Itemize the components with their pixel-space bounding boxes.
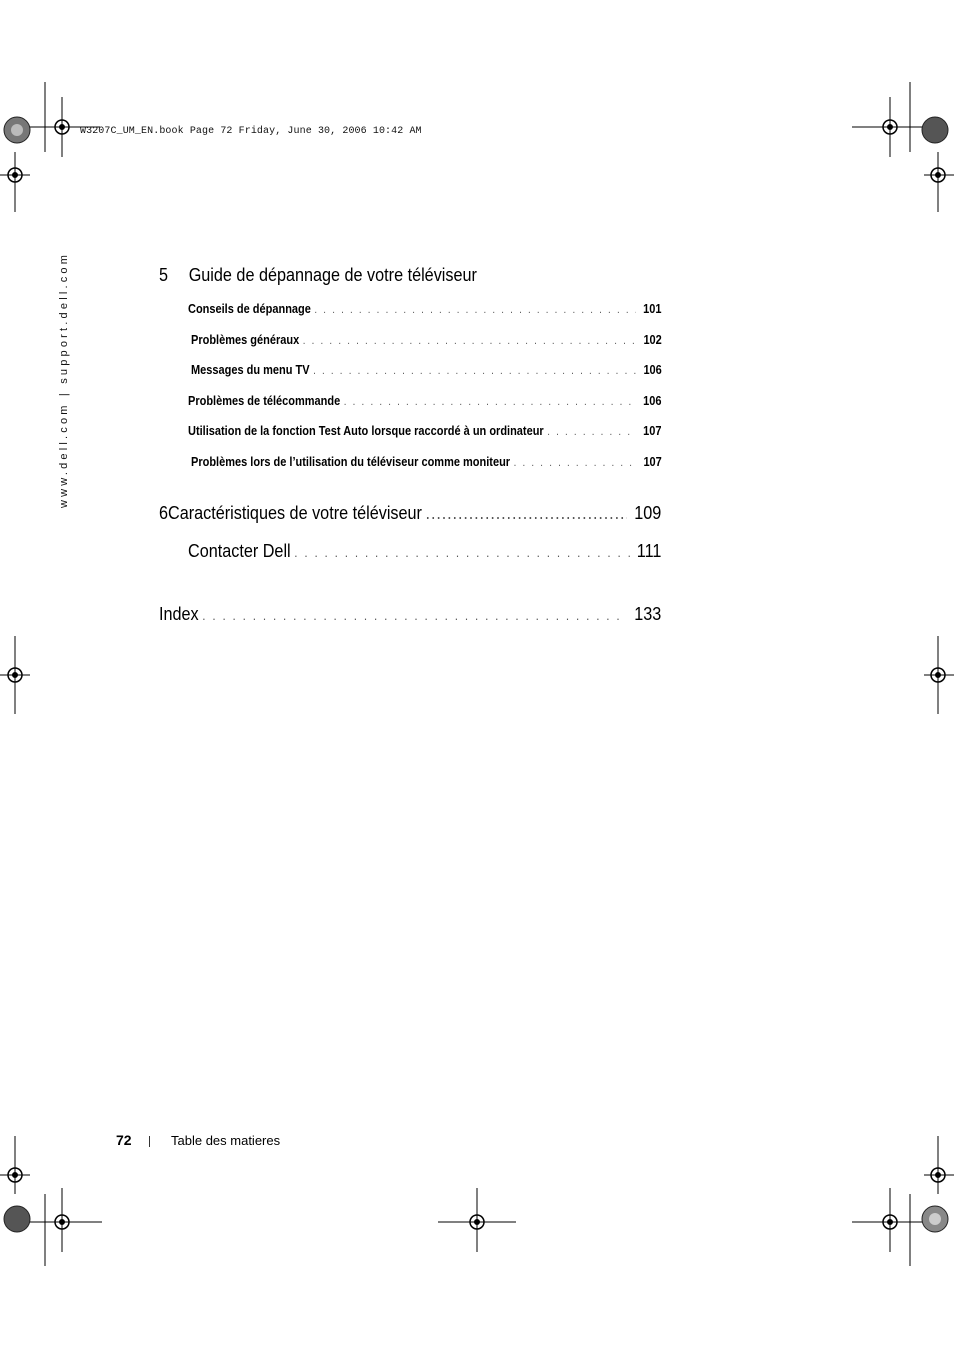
toc-entry-label: Contacter Dell: [188, 541, 291, 561]
toc-entry[interactable]: [188, 424, 661, 438]
print-slug: W3207C_UM_EN.book Page 72 Friday, June 30, 2006 10:42 AM: [80, 126, 422, 137]
toc-entry-label: Utilisation de la fonction Test Auto lorsque raccordé à un ordinateur: [188, 424, 544, 438]
chapter-title: Guide de dépannage de votre téléviseur: [188, 265, 477, 285]
dot-leader: [344, 396, 636, 408]
dot-leader: [303, 335, 637, 347]
chapter-number: 5: [159, 265, 169, 285]
color-dial-icon: [4, 1206, 30, 1232]
dot-leader: [202, 608, 627, 623]
dot-leader: [514, 457, 637, 469]
dot-leader: [314, 304, 636, 316]
toc-entry-label: Conseils de dépannage: [188, 302, 311, 316]
chapter-5-heading: [159, 265, 663, 286]
toc-entry[interactable]: [191, 455, 662, 469]
toc-entry-page: 107: [643, 455, 662, 469]
toc-entry-label: Messages du menu TV: [191, 363, 310, 377]
color-dial-icon: [922, 117, 948, 143]
toc-contact[interactable]: [188, 541, 661, 562]
toc-entry-label: Problèmes de télécommande: [188, 394, 341, 408]
footer-section-title: Table des matieres: [171, 1133, 281, 1148]
toc-entry-page: 102: [643, 333, 662, 347]
toc-entry[interactable]: [191, 333, 662, 347]
dot-leader: [294, 545, 629, 560]
toc-entry-label: Problèmes lors de l’utilisation du téléviseur comme moniteur: [191, 455, 511, 469]
toc-entry[interactable]: [188, 302, 661, 316]
chapter-title: Caractéristiques de votre téléviseur: [168, 503, 422, 523]
toc-entry[interactable]: [191, 363, 662, 377]
footer-divider: [149, 1136, 150, 1147]
toc-entry-page: 109: [634, 503, 662, 523]
toc-chapter-6[interactable]: [159, 503, 661, 524]
toc-entry[interactable]: [188, 394, 661, 408]
toc-entry-page: 106: [643, 363, 662, 377]
toc-entry-label: Index: [159, 604, 199, 624]
color-dial-icon: [922, 1206, 948, 1232]
chapter-number: 6: [159, 503, 169, 523]
dot-leader: [547, 426, 636, 438]
dot-leader: [426, 503, 627, 524]
toc-entry-page: 107: [643, 424, 662, 438]
toc-index[interactable]: [159, 604, 661, 625]
side-url: www.dell.com | support.dell.com: [58, 251, 70, 508]
toc-entry-page: 106: [643, 394, 662, 408]
toc-entry-page: 101: [643, 302, 662, 316]
dot-leader: [313, 365, 636, 377]
toc-entry-page: 111: [636, 541, 662, 561]
toc-entry-page: 133: [634, 604, 662, 624]
toc-entry-label: Problèmes généraux: [191, 333, 300, 347]
color-dial-icon: [4, 117, 30, 143]
page-number: 72: [116, 1132, 132, 1148]
